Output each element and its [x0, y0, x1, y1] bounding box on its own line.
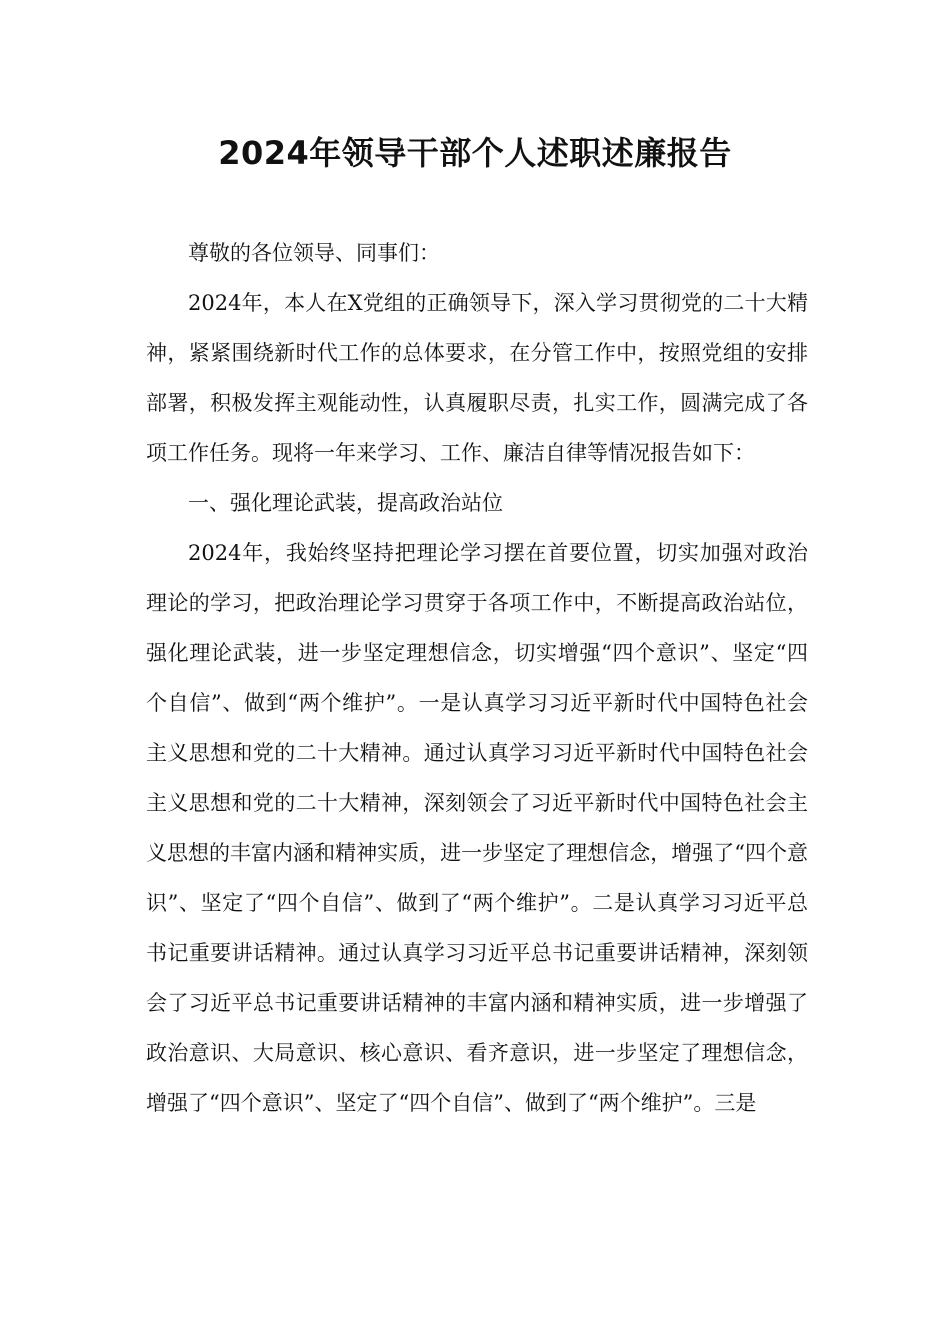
body-paragraph: 2024年，我始终坚持把理论学习摆在首要位置，切实加强对政治理论的学习，把政治理论学习贯穿于各项工作中，不断提高政治站位，强化理论武装，进一步坚定理想信念，切实增强“四个意识”、坚定“四个自信”、做到“两个维护”。一是认真学习习近平新时代中国特色社会主义思想和党的二十大精神。通过认真学习习近平新时代中国特色社会主义思想和党的二十大精神，深刻领会了习近平新时代中国特色社会主义思想的丰富内涵和精神实质，进一步坚定了理想信念，增强了“四个意识”、坚定了“四个自信”、做到了“两个维护”。二是认真学习习近平总书记重要讲话精神。通过认真学习习近平总书记重要讲话精神，深刻领会了习近平总书记重要讲话精神的丰富内涵和精神实质，进一步增强了政治意识、大局意识、核心意识、看齐意识，进一步坚定了理想信念，增强了“四个意识”、坚定了“四个自信”、做到了“两个维护”。三是	[146, 541, 808, 1115]
document-body	[146, 228, 808, 1128]
section-heading: 一、强化理论武装，提高政治站位	[188, 491, 503, 515]
document-title: 2024年领导干部个人述职述廉报告	[218, 134, 732, 172]
greeting-line: 尊敬的各位领导、同事们：	[188, 241, 440, 265]
intro-paragraph: 2024年，本人在X党组的正确领导下，深入学习贯彻党的二十大精神，紧紧围绕新时代工作的总体要求，在分管工作中，按照党组的安排部署，积极发挥主观能动性，认真履职尽责，扎实工作，圆满完成了各项工作任务。现将一年来学习、工作、廉洁自律等情况报告如下：	[146, 291, 808, 465]
